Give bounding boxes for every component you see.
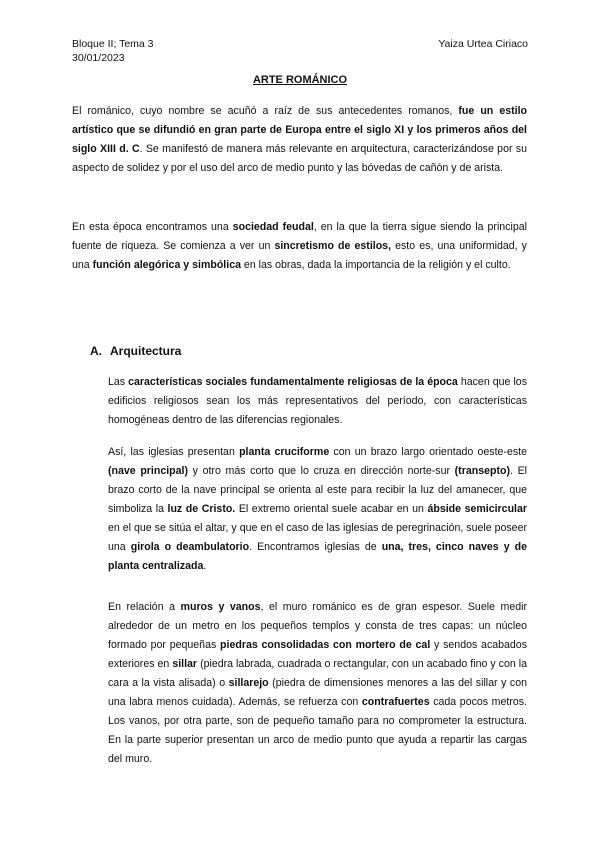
header-date: 30/01/2023: [72, 52, 125, 64]
section-letter: A.: [90, 344, 102, 358]
intro-paragraph-1: El románico, cuyo nombre se acuñó a raíz de sus antecedentes romanos, fue un estilo artístico que se difundió en gran parte de Europa entre el siglo XI y los primeros años del siglo XIII d. C. Se manifestó de manera más relevante en arquitectura, caracterizándose por su aspecto de solidez y por el uso del arco de medio punto y las bóvedas de cañón y de arista.: [72, 105, 527, 174]
section-paragraph-2: Así, las iglesias presentan planta cruciforme con un brazo largo orientado oeste-este (nave principal) y otro más corto que lo cruza en dirección norte-sur (transepto). El brazo corto de la nave principal se orienta al este para recibir la luz del amanecer, que simboliza la luz de Cristo. El extremo oriental suele acabar en un ábside semicircular en el que se sitúa el altar, y que en el caso de las iglesias de peregrinación, suele poseer una girola o deambulatorio. Encontramos iglesias de una, tres, cinco naves y de planta centralizada.: [108, 446, 527, 572]
header-subject: Bloque II; Tema 3: [72, 38, 154, 50]
section-title: Arquitectura: [110, 344, 182, 358]
section-paragraph-3: En relación a muros y vanos, el muro románico es de gran espesor. Suele medir alrededor de un metro en los pequeños templos y consta de tres capas: un núcleo formado por pequeñas piedras consolidadas con mortero de cal y sendos acabados exteriores en sillar (piedra labrada, cuadrada o rectangular, con un acabado fino y con la cara a la vista alisada) o sillarejo (piedra de dimensiones menores a las del sillar y con una labra menos cuidada). Además, se refuerza con contrafuertes cada pocos metros. Los vanos, por otra parte, son de pequeño tamaño para no comprometer la estructura. En la parte superior presentan un arco de medio punto que ayuda a repartir las cargas del muro.: [108, 601, 528, 765]
section-heading: [90, 344, 181, 358]
page-title: ARTE ROMÁNICO: [252, 74, 348, 86]
header-author: Yaiza Urtea Ciriaco: [438, 38, 528, 50]
section-paragraph-1: Las características sociales fundamentalmente religiosas de la época hacen que los edificios religiosos sean los más representativos del período, con características homogéneas dentro de las diferencias regionales.: [108, 376, 527, 426]
intro-paragraph-2: En esta época encontramos una sociedad feudal, en la que la tierra sigue siendo la principal fuente de riqueza. Se comienza a ver un sincretismo de estilos, esto es, una uniformidad, y una función alegórica y simbólica en las obras, dada la importancia de la religión y el culto.: [72, 221, 527, 271]
header-left: [72, 37, 154, 65]
